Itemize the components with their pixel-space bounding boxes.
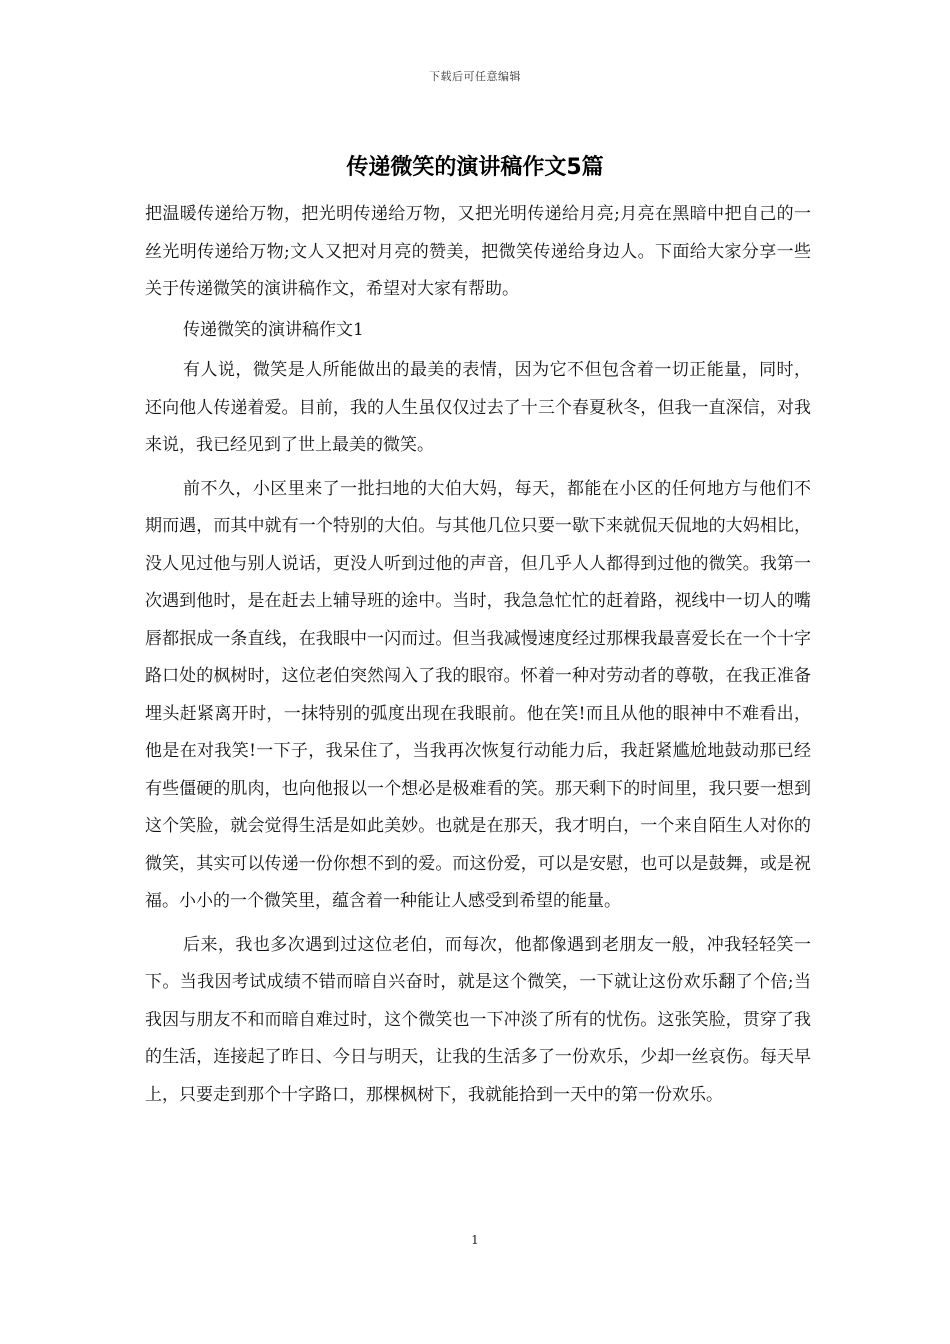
body-paragraph: 前不久，小区里来了一批扫地的大伯大妈，每天，都能在小区的任何地方与他们不期而遇，而其中就有一个特别的大伯。与其他几位只要一歇下来就侃天侃地的大妈相比，没人见过他与别人说话，更没人听到过他的声音，但几乎人人都得到过他的微笑。我第一次遇到他时，是在赶去上辅导班的途中。当时，我急急忙忙的赶着路，视线中一切人的嘴唇都抿成一条直线，在我眼中一闪而过。但当我减慢速度经过那棵我最喜爱长在一个十字路口处的枫树时，这位老伯突然闯入了我的眼帘。怀着一种对劳动者的尊敬，在我正准备埋头赶紧离开时，一抹特别的弧度出现在我眼前。他在笑!而且从他的眼神中不难看出，他是在对我笑!一下子，我呆住了，当我再次恢复行动能力后，我赶紧尴尬地鼓动那已经有些僵硬的肌肉，也向他报以一个想必是极难看的笑。那天剩下的时间里，我只要一想到这个笑脸，就会觉得生活是如此美妙。也就是在那天，我才明白，一个来自陌生人对你的微笑，其实可以传递一份你想不到的爱。而这份爱，可以是安慰，也可以是鼓舞，或是祝福。小小的一个微笑里，蕴含着一种能让人感受到希望的能量。 <box>145 478 811 911</box>
intro-paragraph: 把温暖传递给万物，把光明传递给万物，又把光明传递给月亮;月亮在黑暗中把自己的一丝光明传递给万物;文人又把对月亮的赞美，把微笑传递给身边人。下面给大家分享一些关于传递微笑的演讲稿作文，希望对大家有帮助。 <box>145 204 811 299</box>
body-paragraph: 有人说，微笑是人所能做出的最美的表情，因为它不但包含着一切正能量，同时，还向他人传递着爱。目前，我的人生虽仅仅过去了十三个春夏秋冬，但我一直深信，对我来说，我已经见到了世上最美的微笑。 <box>145 360 811 455</box>
body-paragraph: 后来，我也多次遇到过这位老伯，而每次，他都像遇到老朋友一般，冲我轻轻笑一下。当我因考试成绩不错而暗自兴奋时，就是这个微笑，一下就让这份欢乐翻了个倍;当我因与朋友不和而暗自难过时，这个微笑也一下冲淡了所有的忧伤。这张笑脸，贯穿了我的生活，连接起了昨日、今日与明天，让我的生活多了一份欢乐，少却一丝哀伤。每天早上，只要走到那个十字路口，那棵枫树下，我就能拾到一天中的第一份欢乐。 <box>145 934 811 1105</box>
document-title: 传递微笑的演讲稿作文5篇 <box>346 155 604 180</box>
header-note: 下载后可任意编辑 <box>429 70 521 83</box>
page-number: 1 <box>471 1233 479 1247</box>
document-body <box>145 196 811 1114</box>
section-heading: 传递微笑的演讲稿作文1 <box>183 319 364 340</box>
